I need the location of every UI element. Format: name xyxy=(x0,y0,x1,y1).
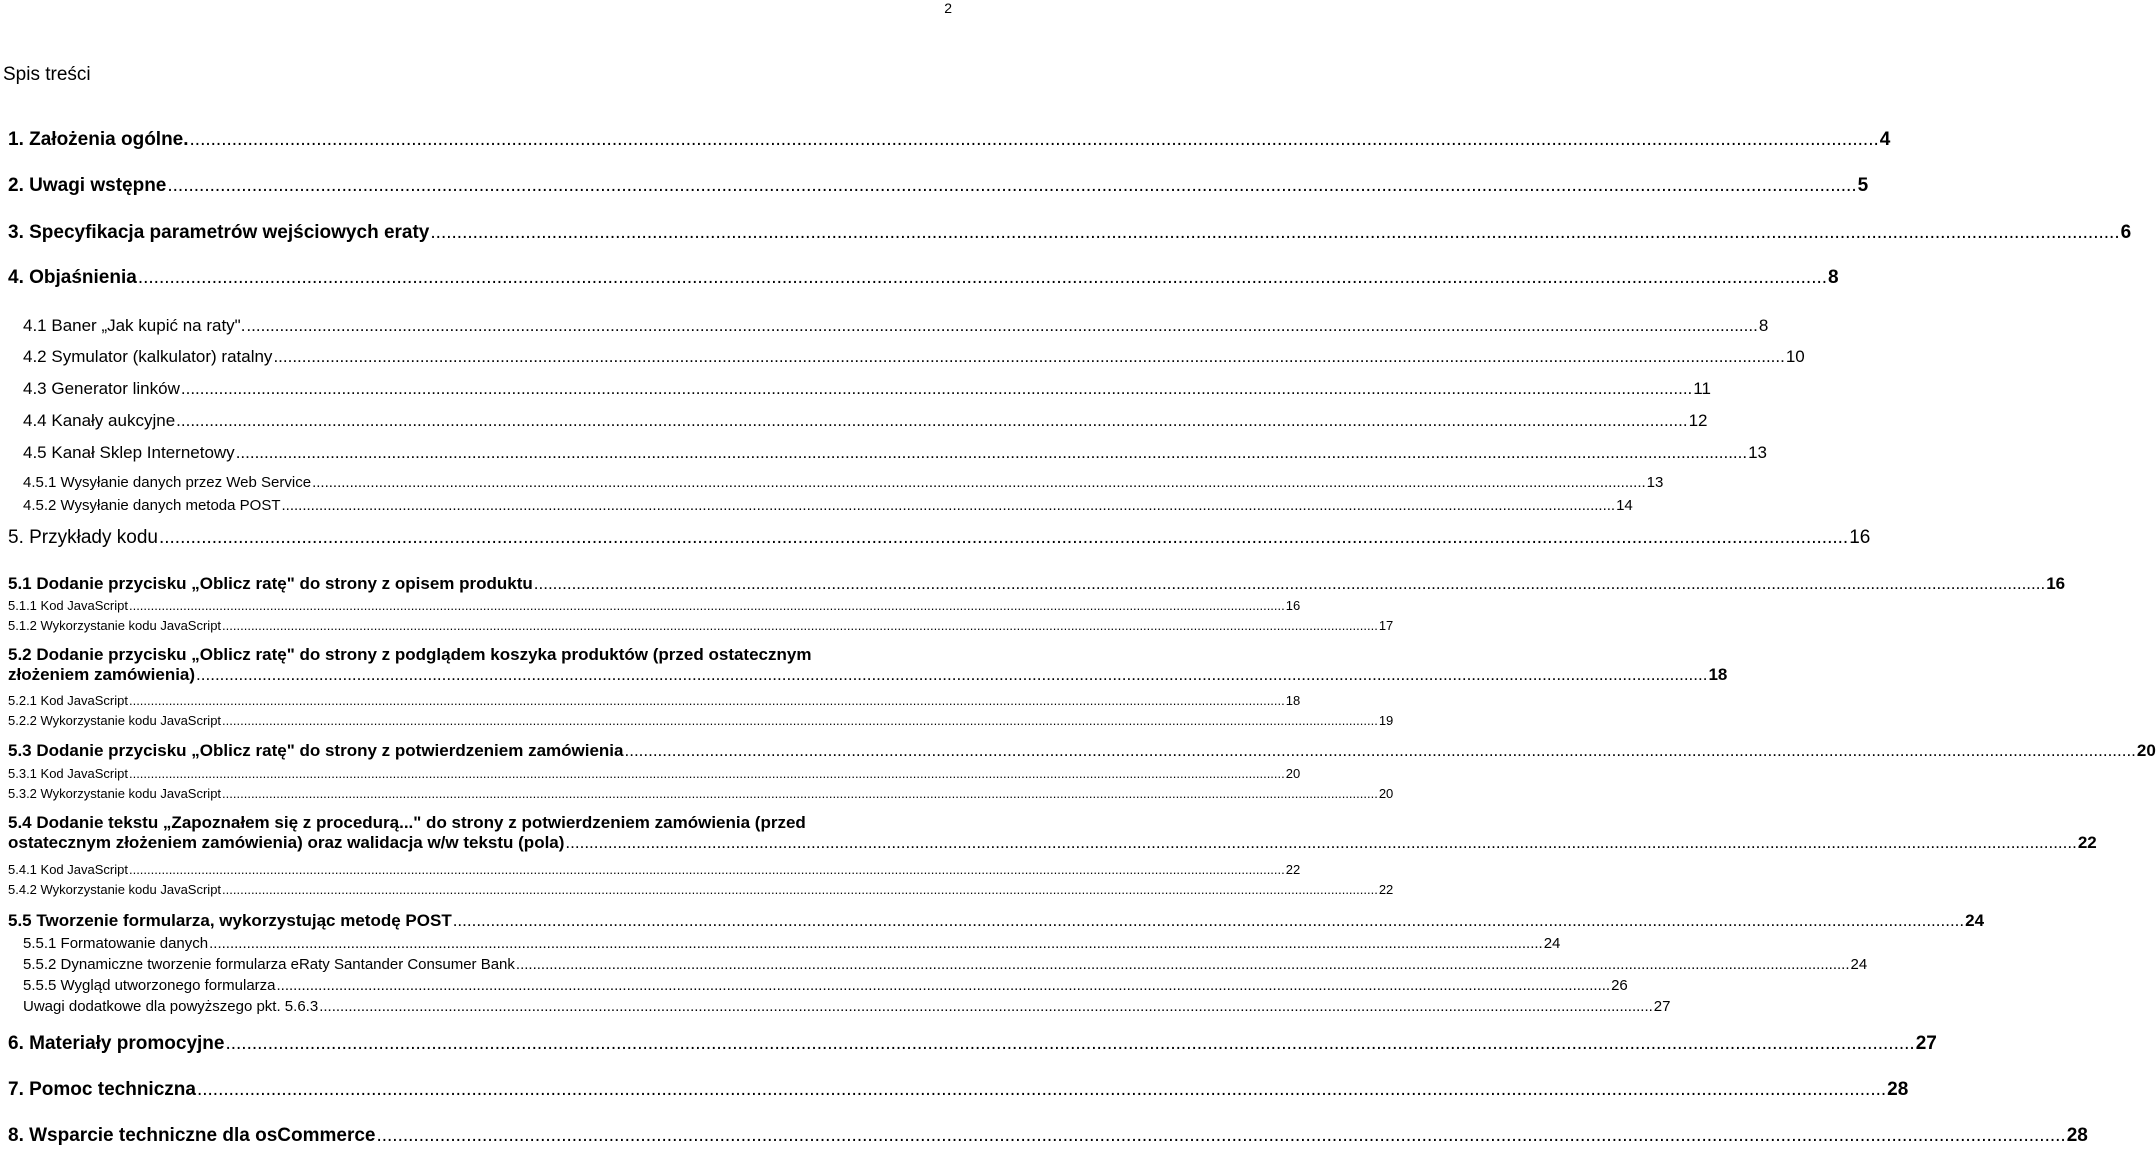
toc-entry-page: 13 xyxy=(1748,443,1768,462)
toc-entry-text-line1: 5.2 Dodanie przycisku „Oblicz ratę" do strony z podglądem koszyka produktów (przed ostatecznym xyxy=(8,645,812,664)
toc-entry-5-2-2[interactable] xyxy=(8,713,1394,728)
toc-entry-page: 20 xyxy=(1285,766,1301,781)
toc-entry-4-5-1[interactable] xyxy=(23,474,1664,491)
toc-entry-4-1[interactable] xyxy=(23,316,1769,336)
toc-entry-5-5[interactable] xyxy=(8,911,1985,931)
toc-entry-8[interactable] xyxy=(8,1125,2088,1147)
toc-entry-page: 24 xyxy=(1543,935,1561,952)
toc-entry-1[interactable] xyxy=(8,129,1891,151)
toc-entry-page: 22 xyxy=(1285,862,1301,877)
toc-entry-page: 19 xyxy=(1378,713,1394,728)
toc-entry-text: 5. Przykłady kodu xyxy=(8,527,158,548)
toc-title: Spis treści xyxy=(3,64,91,85)
toc-entry-text: 5.4.2 Wykorzystanie kodu JavaScript xyxy=(8,882,222,897)
toc-entry-5-1-1[interactable] xyxy=(8,598,1301,613)
toc-entry-text: 2. Uwagi wstępne xyxy=(8,175,167,196)
toc-entry-text: 4.1 Baner „Jak kupić na raty". xyxy=(23,316,246,335)
toc-entry-text: 3. Specyfikacja parametrów wejściowych eraty xyxy=(8,222,430,243)
toc-entry-page: 27 xyxy=(1653,998,1671,1015)
toc-entry-5-5-5[interactable] xyxy=(23,977,1628,994)
toc-entry-page: 22 xyxy=(2077,833,2097,852)
toc-entry-page: 8 xyxy=(1828,267,1839,288)
toc-entry-5-3-2[interactable] xyxy=(8,786,1394,801)
toc-entry-5-3[interactable] xyxy=(8,741,2156,761)
toc-entry-text: 8. Wsparcie techniczne dla osCommerce xyxy=(8,1125,376,1146)
toc-entry-text: 4.3 Generator linków xyxy=(23,379,180,398)
toc-entry-text: 5.3.2 Wykorzystanie kodu JavaScript xyxy=(8,786,222,801)
toc-entry-text: 4. Objaśnienia xyxy=(8,267,137,288)
toc-entry-2[interactable] xyxy=(8,175,1869,197)
toc-entry-5-5-1[interactable] xyxy=(23,935,1561,952)
toc-entry-page: 20 xyxy=(2136,741,2156,760)
toc-entry-5-5-2[interactable] xyxy=(23,956,1868,973)
toc-entry-text: 5.2.2 Wykorzystanie kodu JavaScript xyxy=(8,713,222,728)
toc-entry-text: 5.2.1 Kod JavaScript xyxy=(8,693,128,708)
toc-entry-uwagi[interactable] xyxy=(23,998,1671,1015)
toc-entry-5-2[interactable] xyxy=(8,645,1728,685)
toc-entry-4-5[interactable] xyxy=(23,443,1768,463)
toc-entry-text: 5.1 Dodanie przycisku „Oblicz ratę" do strony z opisem produktu xyxy=(8,574,533,593)
toc-entry-text: 5.5.2 Dynamiczne tworzenie formularza eRaty Santander Consumer Bank xyxy=(23,956,515,973)
toc-entry-page: 18 xyxy=(1285,693,1301,708)
toc-entry-text-line2: złożeniem zamówienia) xyxy=(8,665,196,684)
toc-entry-page: 8 xyxy=(1758,316,1769,335)
toc-entry-page: 22 xyxy=(1378,882,1394,897)
toc-entry-page: 16 xyxy=(1285,598,1301,613)
toc-entry-page: 16 xyxy=(1849,527,1871,548)
toc-entry-page: 24 xyxy=(1850,956,1868,973)
toc-entry-6[interactable] xyxy=(8,1033,1937,1055)
toc-entry-text: 6. Materiały promocyjne xyxy=(8,1033,225,1054)
toc-entry-page: 16 xyxy=(2046,574,2066,593)
toc-entry-5-4-1[interactable] xyxy=(8,862,1301,877)
toc-entry-text: 4.2 Symulator (kalkulator) ratalny xyxy=(23,347,273,366)
toc-entry-text: 5.3.1 Kod JavaScript xyxy=(8,766,128,781)
toc-entry-text: 7. Pomoc techniczna xyxy=(8,1079,196,1100)
toc-entry-text: 4.5.1 Wysyłanie danych przez Web Service xyxy=(23,474,312,491)
toc-entry-5-1-2[interactable] xyxy=(8,618,1394,633)
toc-entry-4-3[interactable] xyxy=(23,379,1711,399)
toc-entry-page: 14 xyxy=(1616,497,1633,514)
toc-entry-page: 18 xyxy=(1708,665,1728,684)
toc-entry-text-line2: ostatecznym złożeniem zamówienia) oraz walidacja w/w tekstu (pola) xyxy=(8,833,565,852)
toc-entry-4-5-2[interactable] xyxy=(23,497,1633,514)
toc-entry-text: 5.3 Dodanie przycisku „Oblicz ratę" do strony z potwierdzeniem zamówienia xyxy=(8,741,624,760)
toc-entry-text: 5.5.5 Wygląd utworzonego formularza xyxy=(23,977,276,994)
toc-entry-text: 4.5.2 Wysyłanie danych metoda POST xyxy=(23,497,281,514)
toc-entry-text: Uwagi dodatkowe dla powyższego pkt. 5.6.3 xyxy=(23,998,319,1015)
toc-entry-text: 5.1.2 Wykorzystanie kodu JavaScript xyxy=(8,618,222,633)
toc-entry-page: 10 xyxy=(1785,347,1805,366)
toc-entry-7[interactable] xyxy=(8,1079,1909,1101)
toc-entry-page: 11 xyxy=(1693,379,1711,398)
toc-entry-page: 24 xyxy=(1965,911,1985,930)
toc-entry-text: 5.1.1 Kod JavaScript xyxy=(8,598,128,613)
toc-entry-page: 4 xyxy=(1879,129,1891,150)
toc-entry-text: 4.5 Kanał Sklep Internetowy xyxy=(23,443,235,462)
toc-entry-text: 4.4 Kanały aukcyjne xyxy=(23,411,176,430)
toc-entry-5-2-1[interactable] xyxy=(8,693,1301,708)
toc-entry-page: 27 xyxy=(1915,1033,1937,1054)
toc-entry-4-4[interactable] xyxy=(23,411,1708,431)
page-number: 2 xyxy=(944,0,952,16)
toc-entry-page: 12 xyxy=(1688,411,1708,430)
toc-entry-page: 28 xyxy=(1887,1079,1909,1100)
toc-entry-text-line1: 5.4 Dodanie tekstu „Zapoznałem się z procedurą..." do strony z potwierdzeniem zamówienia (przed xyxy=(8,813,806,832)
toc-entry-5-1[interactable] xyxy=(8,574,2066,594)
toc-entry-page: 28 xyxy=(2066,1125,2088,1146)
toc-entry-text: 1. Założenia ogólne. xyxy=(8,129,189,150)
toc-entry-5[interactable] xyxy=(8,527,1871,549)
toc-entry-5-3-1[interactable] xyxy=(8,766,1301,781)
toc-entry-text: 5.5.1 Formatowanie danych xyxy=(23,935,209,952)
toc-entry-page: 13 xyxy=(1646,474,1664,491)
toc-entry-4[interactable] xyxy=(8,267,1839,289)
toc-entry-5-4-2[interactable] xyxy=(8,882,1394,897)
toc-entry-5-4[interactable] xyxy=(8,813,2097,853)
toc-entry-page: 5 xyxy=(1857,175,1869,196)
toc-entry-3[interactable] xyxy=(8,222,2132,244)
toc-entry-page: 6 xyxy=(2120,222,2132,243)
toc-entry-text: 5.5 Tworzenie formularza, wykorzystując metodę POST xyxy=(8,911,452,930)
toc-entry-text: 5.4.1 Kod JavaScript xyxy=(8,862,128,877)
toc-entry-page: 20 xyxy=(1378,786,1394,801)
toc-entry-page: 26 xyxy=(1611,977,1628,994)
toc-entry-4-2[interactable] xyxy=(23,347,1805,367)
toc-entry-page: 17 xyxy=(1378,618,1394,633)
